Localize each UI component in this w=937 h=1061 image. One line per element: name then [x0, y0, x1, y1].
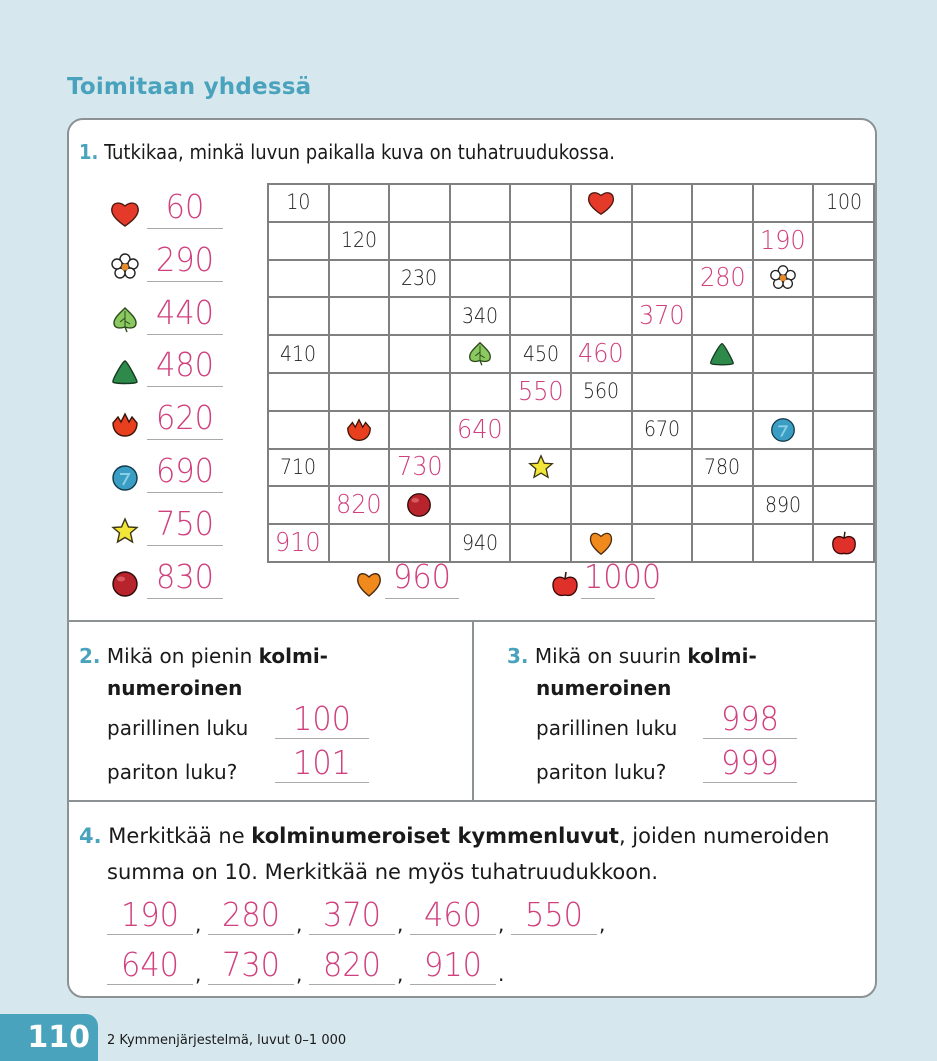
triangle-icon [109, 358, 141, 386]
tulip-icon [344, 416, 374, 444]
task3-bold2: numeroinen [536, 676, 672, 700]
grid-handwritten-number: 550 [517, 376, 564, 407]
legend-answer[interactable]: 290 [147, 241, 223, 282]
leaf-icon [465, 340, 495, 368]
grid-cell[interactable] [269, 487, 328, 523]
grid-cell[interactable] [572, 185, 631, 221]
grid-cell[interactable] [511, 525, 570, 561]
task4-answer[interactable]: 280 [208, 896, 294, 935]
grid-cell[interactable] [451, 336, 510, 372]
grid-number: 560 [583, 379, 620, 404]
grid-cell[interactable] [814, 298, 873, 334]
task2-bold2: numeroinen [107, 676, 243, 700]
grid-cell[interactable] [269, 374, 328, 410]
red-ball-icon [404, 491, 434, 519]
grid-cell[interactable] [814, 261, 873, 297]
grid-cell[interactable] [511, 298, 570, 334]
grid-cell[interactable] [390, 336, 449, 372]
period: . [498, 962, 505, 986]
grid-cell[interactable] [511, 412, 570, 448]
task3-bold: kolmi- [687, 644, 757, 668]
grid-cell[interactable] [572, 336, 631, 372]
grid-handwritten-number: 910 [275, 528, 322, 559]
task4-answer[interactable]: 550 [511, 896, 597, 935]
legend-answer[interactable]: 60 [147, 188, 223, 229]
legend-item [109, 346, 229, 390]
task4-answer[interactable]: 730 [208, 946, 294, 985]
grid-cell[interactable] [693, 412, 752, 448]
task4-answer[interactable]: 460 [410, 896, 496, 935]
legend-answer[interactable]: 440 [147, 294, 223, 335]
grid-handwritten-number: 280 [699, 263, 746, 294]
grid-cell[interactable] [572, 525, 631, 561]
page-number: 110 [0, 1014, 98, 1061]
comma: , [296, 962, 303, 986]
task4-answer[interactable]: 190 [107, 896, 193, 935]
grid-cell[interactable] [693, 261, 752, 297]
grid-cell[interactable] [511, 450, 570, 486]
grid-cell[interactable] [390, 412, 449, 448]
task2-number: 2. [79, 644, 101, 668]
grid-handwritten-number: 730 [396, 452, 443, 483]
task3-prompt [507, 644, 757, 668]
grid-cell[interactable] [330, 487, 389, 523]
grid-cell[interactable] [451, 185, 510, 221]
grid-cell[interactable] [814, 412, 873, 448]
grid-cell[interactable] [330, 412, 389, 448]
task4-number: 4. [79, 824, 102, 848]
grid-cell[interactable] [572, 412, 631, 448]
grid-cell[interactable] [572, 374, 631, 410]
grid-cell[interactable] [572, 487, 631, 523]
grid-cell[interactable] [330, 374, 389, 410]
comma: , [195, 962, 202, 986]
task2-even-answer[interactable]: 100 [275, 700, 369, 739]
grid-cell[interactable] [269, 525, 328, 561]
grid-cell[interactable] [754, 487, 813, 523]
legend-item [109, 505, 229, 549]
grid-cell[interactable] [330, 298, 389, 334]
heart-icon [109, 200, 141, 228]
grid-cell[interactable] [330, 185, 389, 221]
grid-cell[interactable] [693, 487, 752, 523]
task3-odd-label: pariton luku? [536, 760, 667, 784]
comma: , [296, 912, 303, 936]
grid-cell[interactable] [572, 223, 631, 259]
grid-cell[interactable] [451, 525, 510, 561]
grid-cell[interactable] [754, 525, 813, 561]
grid-cell[interactable] [572, 261, 631, 297]
grid-cell[interactable] [633, 374, 692, 410]
grid-cell[interactable] [754, 261, 813, 297]
grid-cell[interactable] [269, 412, 328, 448]
star-icon [526, 453, 556, 481]
grid-number: 890 [765, 492, 802, 517]
grid-handwritten-number: 190 [760, 225, 806, 256]
grid-cell[interactable] [633, 298, 692, 334]
leaf-icon [109, 306, 141, 334]
legend-answer[interactable]: 750 [147, 505, 223, 546]
grid-handwritten-number: 820 [336, 490, 382, 521]
grid-number: 340 [462, 303, 499, 328]
grid-cell[interactable] [693, 450, 752, 486]
grid-number: 10 [286, 190, 311, 215]
grid-number: 100 [825, 190, 862, 215]
grid-number: 120 [340, 228, 377, 253]
grid-cell[interactable] [633, 185, 692, 221]
task2-even-label: parillinen luku [107, 716, 249, 740]
grid-cell[interactable] [269, 185, 328, 221]
grid-number: 710 [280, 454, 317, 479]
grid-cell[interactable] [269, 298, 328, 334]
grid-number: 780 [704, 454, 741, 479]
thousand-grid [267, 183, 875, 563]
grid-cell[interactable] [633, 487, 692, 523]
grid-cell[interactable] [511, 336, 570, 372]
grid-cell[interactable] [693, 298, 752, 334]
grid-cell[interactable] [330, 450, 389, 486]
grid-cell[interactable] [451, 450, 510, 486]
grid-cell[interactable] [754, 450, 813, 486]
grid-cell[interactable] [390, 374, 449, 410]
triangle-icon [707, 340, 737, 368]
grid-cell[interactable] [511, 261, 570, 297]
divider [69, 800, 875, 802]
comma: , [195, 912, 202, 936]
grid-cell[interactable] [814, 336, 873, 372]
legend-item [109, 399, 229, 443]
legend-answer[interactable]: 1000 [581, 558, 655, 599]
grid-number: 940 [462, 530, 499, 555]
grid-cell[interactable] [390, 185, 449, 221]
task3-even-label: parillinen luku [536, 716, 678, 740]
grid-cell[interactable] [269, 450, 328, 486]
legend-item [109, 294, 229, 338]
grid-cell[interactable] [814, 525, 873, 561]
grid-cell[interactable] [451, 412, 510, 448]
grid-cell[interactable] [814, 487, 873, 523]
grid-cell[interactable] [330, 261, 389, 297]
grid-cell[interactable] [754, 298, 813, 334]
heart-icon [586, 189, 616, 217]
chapter-title: 2 Kymmenjärjestelmä, luvut 0–1 000 [107, 1033, 347, 1048]
grid-cell[interactable] [693, 336, 752, 372]
grid-number: 410 [280, 341, 317, 366]
task1-number: 1. [79, 140, 99, 164]
grid-cell[interactable] [572, 298, 631, 334]
legend-answer[interactable]: 480 [147, 346, 223, 387]
task3-odd-answer[interactable]: 999 [703, 744, 797, 783]
grid-cell[interactable] [511, 374, 570, 410]
grid-cell[interactable] [814, 223, 873, 259]
grid-cell[interactable] [693, 185, 752, 221]
grid-cell[interactable] [390, 487, 449, 523]
task2-bold: kolmi- [258, 644, 328, 668]
task4-bold: kolminumeroiset kymmenluvut [251, 824, 619, 848]
legend-item [549, 558, 669, 602]
exercise-box [67, 118, 877, 998]
legend-answer[interactable]: 960 [385, 558, 459, 599]
grid-number: 450 [522, 341, 559, 366]
task2-text: Mikä on pienin [106, 644, 259, 668]
task2-prompt [79, 644, 328, 668]
grid-cell[interactable] [451, 261, 510, 297]
grid-cell[interactable] [330, 223, 389, 259]
grid-handwritten-number: 640 [457, 414, 503, 445]
grid-cell[interactable] [451, 487, 510, 523]
task4-prompt: 4. Merkitkää ne kolminumeroiset kymmenluvut, joiden numeroiden [79, 824, 830, 848]
section-title: Toimitaan yhdessä [67, 74, 312, 100]
task2-odd-label: pariton luku? [107, 760, 238, 784]
task4-answer[interactable]: 370 [309, 896, 395, 935]
grid-cell[interactable] [814, 374, 873, 410]
grid-cell[interactable] [754, 412, 813, 448]
divider [472, 620, 474, 800]
star-icon [109, 517, 141, 545]
blue-ball-icon [109, 464, 141, 492]
grid-cell[interactable] [390, 525, 449, 561]
grid-cell[interactable] [633, 412, 692, 448]
grid-handwritten-number: 370 [639, 301, 685, 332]
grid-cell[interactable] [390, 298, 449, 334]
task2-odd-answer[interactable]: 101 [275, 744, 369, 783]
grid-cell[interactable] [754, 374, 813, 410]
grid-cell[interactable] [390, 450, 449, 486]
legend-item [109, 452, 229, 496]
grid-number: 230 [401, 265, 438, 290]
task4-answer[interactable]: 640 [107, 946, 193, 985]
grid-cell[interactable] [451, 298, 510, 334]
legend-item [353, 558, 473, 602]
grid-cell[interactable] [754, 336, 813, 372]
grid-handwritten-number: 460 [578, 339, 625, 370]
task3-number: 3. [507, 644, 529, 668]
task4-answer[interactable]: 910 [410, 946, 496, 985]
grid-cell[interactable] [511, 487, 570, 523]
task1-prompt [79, 140, 615, 164]
orange-heart-icon [353, 570, 385, 598]
grid-cell[interactable] [693, 525, 752, 561]
grid-cell[interactable] [693, 223, 752, 259]
task1-text: Tutkikaa, minkä luvun paikalla kuva on tuhatruudukossa. [104, 140, 615, 164]
apple-icon [829, 529, 859, 557]
grid-cell[interactable] [633, 261, 692, 297]
grid-cell[interactable] [269, 261, 328, 297]
task3-text: Mikä on suurin [534, 644, 688, 668]
grid-cell[interactable] [754, 223, 813, 259]
legend-answer[interactable]: 690 [147, 452, 223, 493]
task4-line2: summa on 10. Merkitkää ne myös tuhatruudukkoon. [107, 860, 659, 884]
grid-cell[interactable] [633, 525, 692, 561]
blue-ball-icon [768, 416, 798, 444]
red-ball-icon [109, 570, 141, 598]
grid-cell[interactable] [754, 185, 813, 221]
apple-icon [549, 570, 581, 598]
comma: , [397, 912, 404, 936]
grid-cell[interactable] [451, 374, 510, 410]
task4-answer[interactable]: 820 [309, 946, 395, 985]
tulip-icon [109, 411, 141, 439]
grid-cell[interactable] [633, 336, 692, 372]
legend-item [109, 241, 229, 285]
grid-cell[interactable] [814, 185, 873, 221]
grid-cell[interactable] [633, 450, 692, 486]
legend-answer[interactable]: 620 [147, 399, 223, 440]
comma: , [498, 912, 505, 936]
task3-even-answer[interactable]: 998 [703, 700, 797, 739]
grid-number: 670 [643, 417, 680, 442]
grid-cell[interactable] [511, 185, 570, 221]
flower-icon [768, 264, 798, 292]
comma: , [599, 912, 606, 936]
grid-cell[interactable] [330, 336, 389, 372]
grid-cell[interactable] [269, 336, 328, 372]
legend-item [109, 188, 229, 232]
grid-cell[interactable] [390, 261, 449, 297]
grid-cell[interactable] [572, 450, 631, 486]
grid-cell[interactable] [633, 223, 692, 259]
legend-item [109, 558, 229, 602]
grid-cell[interactable] [451, 223, 510, 259]
grid-cell[interactable] [693, 374, 752, 410]
grid-cell[interactable] [511, 223, 570, 259]
comma: , [397, 962, 404, 986]
flower-icon [109, 253, 141, 281]
orange-heart-icon [586, 529, 616, 557]
grid-cell[interactable] [269, 223, 328, 259]
grid-cell[interactable] [814, 450, 873, 486]
grid-cell[interactable] [330, 525, 389, 561]
grid-cell[interactable] [390, 223, 449, 259]
legend-answer[interactable]: 830 [147, 558, 223, 599]
